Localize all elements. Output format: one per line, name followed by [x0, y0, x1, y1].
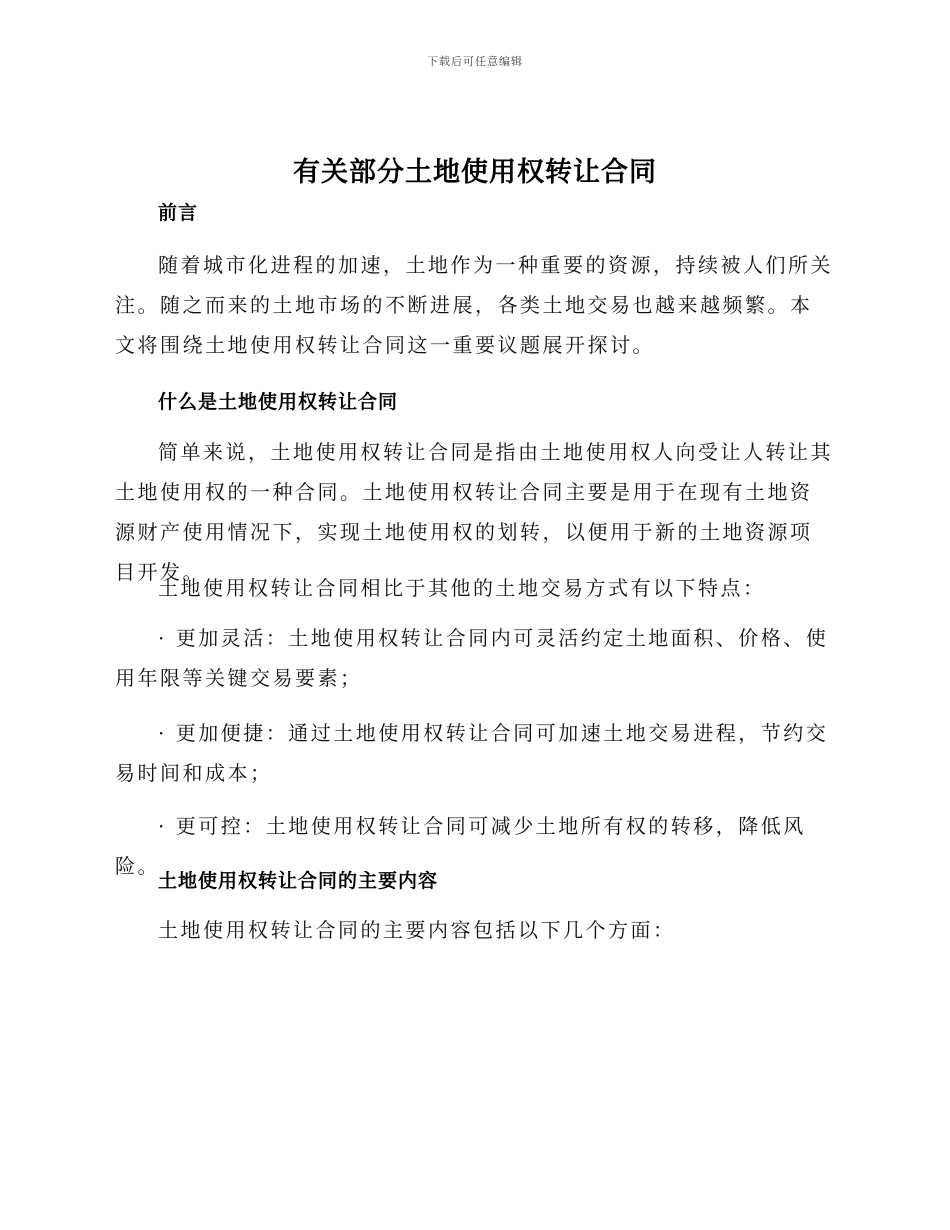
paragraph-preface: 随着城市化进程的加速，土地作为一种重要的资源，持续被人们所关注。随之而来的土地市场的不断进展，各类土地交易也越来越频繁。本文将围绕土地使用权转让合同这一重要议题展开探讨。 [115, 253, 833, 357]
document-title: 有关部分土地使用权转让合同 [293, 157, 657, 188]
bullet-item-controllable: · 更可控：土地使用权转让合同可减少土地所有权的转移，降低风险。 [115, 814, 806, 878]
section-heading-preface: 前言 [158, 202, 199, 224]
bullet-item-flexible: · 更加灵活：土地使用权转让合同内可灵活约定土地面积、价格、使用年限等关键交易要素； [115, 626, 829, 690]
section-heading-what-is: 什么是土地使用权转让合同 [158, 391, 399, 413]
bullet-item-convenient: · 更加便捷：通过土地使用权转让合同可加速土地交易进程，节约交易时间和成本； [115, 721, 829, 785]
header-note: 下载后可任意编辑 [427, 55, 523, 68]
paragraph-definition: 简单来说，土地使用权转让合同是指由土地使用权人向受让人转让其土地使用权的一种合同。土地使用权转让合同主要是用于在现有土地资源财产使用情况下，实现土地使用权的划转，以便用于新的土地资源项目开发。 [115, 440, 833, 584]
section-heading-main-content: 土地使用权转让合同的主要内容 [158, 870, 439, 892]
paragraph-main-content-intro: 土地使用权转让合同的主要内容包括以下几个方面： [158, 918, 676, 942]
paragraph-features-intro: 土地使用权转让合同相比于其他的土地交易方式有以下特点： [158, 576, 766, 600]
